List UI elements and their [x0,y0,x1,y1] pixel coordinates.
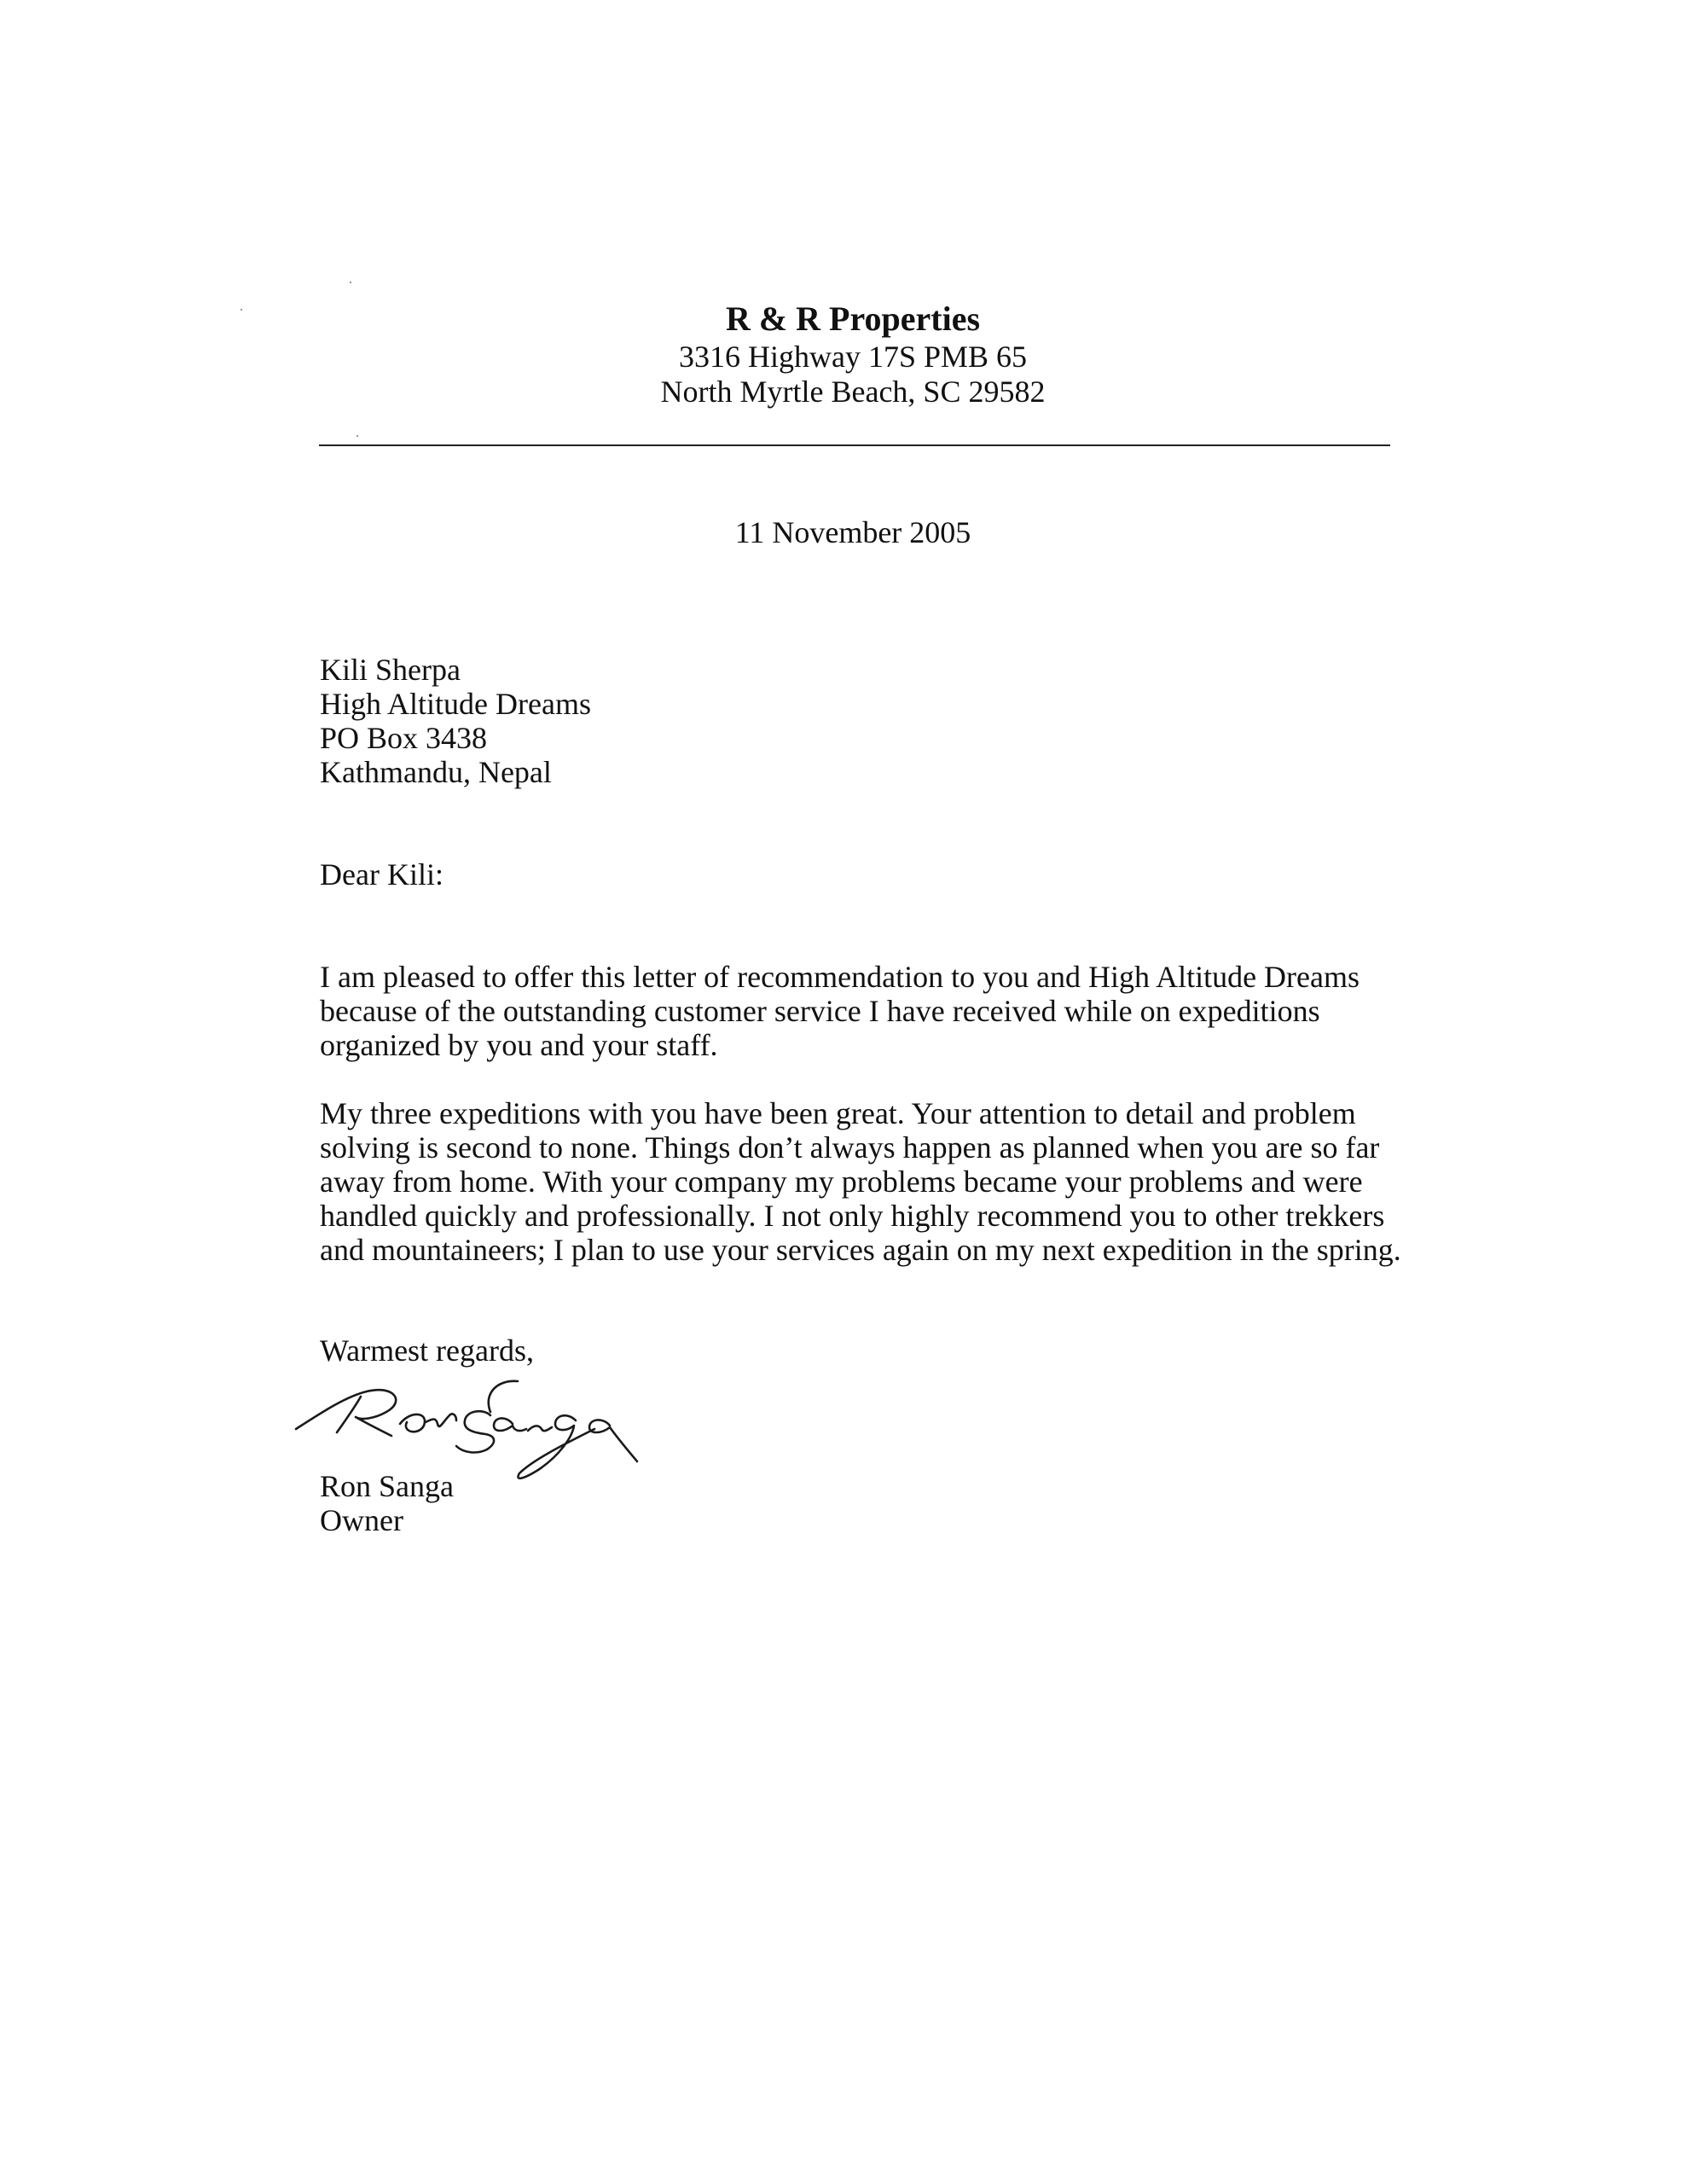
letterhead [0,299,1687,410]
recipient-city: Kathmandu, Nepal [320,755,552,789]
paragraph-line: away from home. With your company my problems became your problems and were [320,1165,1363,1199]
paragraph-line: handled quickly and professionally. I not only highly recommend you to other trekkers [320,1199,1385,1233]
recipient-name: Kili Sherpa [320,653,461,687]
recipient-po-box: PO Box 3438 [320,721,488,755]
letterhead-divider [319,444,1390,446]
scan-speck [350,282,351,283]
company-address-line-2: North Myrtle Beach, SC 29582 [660,375,1046,409]
salutation: Dear Kili: [320,857,443,892]
paragraph-line: I am pleased to offer this letter of recommendation to you and High Altitude Dreams [320,960,1360,994]
paragraph-line: My three expeditions with you have been great. Your attention to detail and problem [320,1096,1356,1130]
closing: Warmest regards, [320,1333,534,1368]
body-paragraph-1 [320,960,1429,1062]
body-paragraph-2 [320,1096,1429,1267]
company-address-line-1: 3316 Highway 17S PMB 65 [678,340,1028,374]
company-name: R & R Properties [725,299,981,338]
scan-speck [357,435,358,437]
signer-name: Ron Sanga [320,1469,454,1503]
paragraph-line: and mountaineers; I plan to use your services again on my next expedition in the spring. [320,1233,1401,1267]
recipient-company: High Altitude Dreams [320,687,591,721]
paragraph-line: because of the outstanding customer service I have received while on expeditions [320,994,1320,1028]
signer-block [320,1469,454,1537]
recipient-address [320,653,591,789]
paragraph-line: solving is second to none. Things don’t always happen as planned when you are so far [320,1130,1380,1165]
signer-title: Owner [320,1503,403,1537]
letter-date: 11 November 2005 [734,515,971,549]
paragraph-line: organized by you and your staff. [320,1028,718,1062]
